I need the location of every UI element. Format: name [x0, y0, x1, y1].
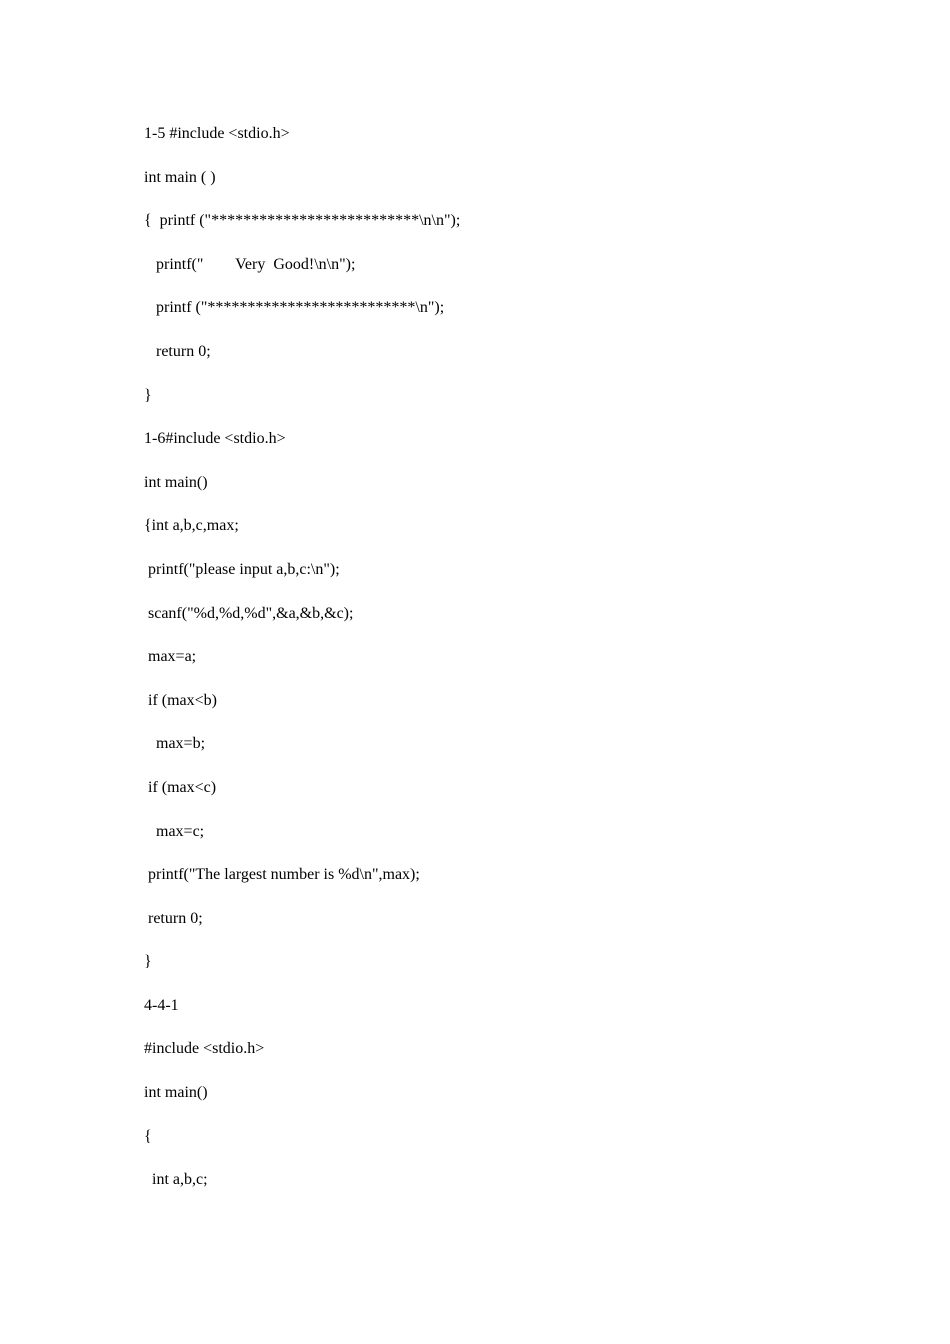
code-line: printf(" Very Good!\n\n"); — [144, 255, 356, 273]
code-line: 4-4-1 — [144, 996, 179, 1014]
code-line: printf ("**************************\n"); — [144, 299, 445, 317]
code-line: max=c; — [144, 822, 205, 840]
code-line: #include <stdio.h> — [144, 1040, 265, 1058]
code-line: 1-5 #include <stdio.h> — [144, 125, 290, 142]
code-line: } — [144, 386, 152, 404]
code-line: int main ( ) — [144, 168, 216, 186]
code-line: printf("The largest number is %d\n",max); — [144, 866, 420, 884]
code-line: return 0; — [144, 909, 203, 927]
code-line: if (max<c) — [144, 778, 217, 796]
code-line: } — [144, 953, 152, 971]
code-line: { — [144, 1127, 152, 1145]
code-line: int main() — [144, 1084, 208, 1102]
code-line: max=a; — [144, 648, 197, 666]
code-line: int a,b,c; — [144, 1171, 208, 1189]
code-line: 1-6#include <stdio.h> — [144, 430, 286, 448]
code-line: { printf ("**************************\n\n"); — [144, 212, 461, 230]
code-line: if (max<b) — [144, 691, 217, 709]
code-line: max=b; — [144, 735, 206, 753]
code-listing — [144, 124, 844, 1214]
code-line: printf("please input a,b,c:\n"); — [144, 560, 340, 578]
code-line: return 0; — [144, 342, 211, 360]
code-line: scanf("%d,%d,%d",&a,&b,&c); — [144, 604, 354, 622]
code-line: int main() — [144, 473, 208, 491]
code-line: {int a,b,c,max; — [144, 517, 239, 535]
